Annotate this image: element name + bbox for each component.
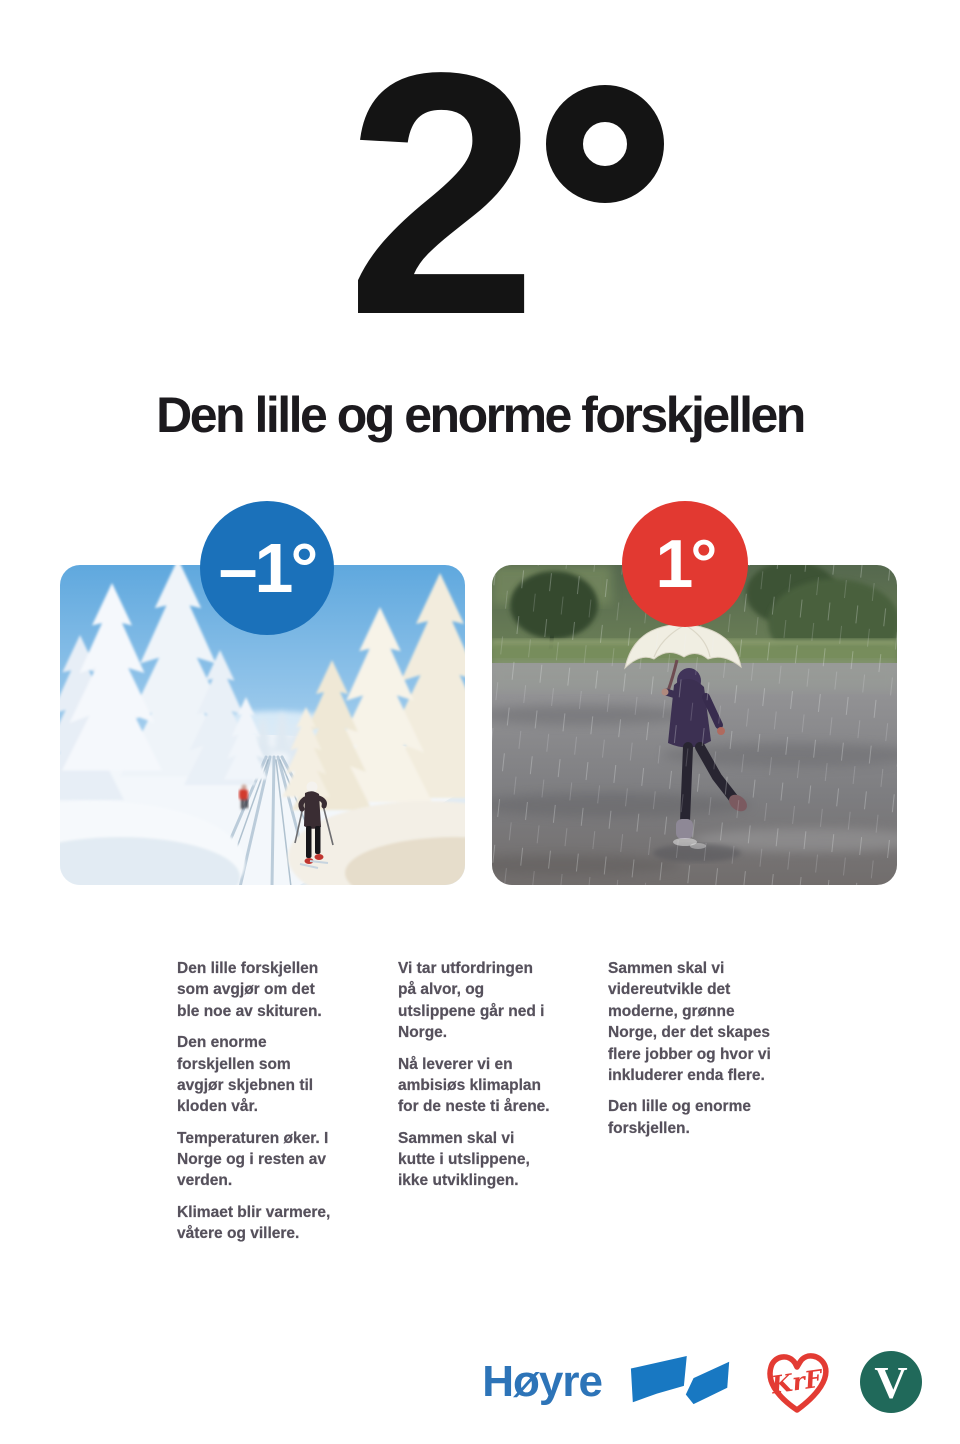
degree-symbol-icon [546,85,664,203]
paragraph: Den lille og enorme forskjellen. [608,1098,751,1137]
photo-cards-row [60,526,897,885]
temperature-badge-warm: 1° [622,501,748,627]
paragraph: Nå leverer vi en ambisiøs klimaplan for de neste ti årene. [398,1055,550,1116]
krf-heart-icon [760,1344,834,1420]
text-column-2 [398,958,554,1202]
paragraph: Sammen skal vi kutte i utslippene, ikke utviklingen. [398,1129,530,1190]
paragraph: Klimaet blir varmere, våtere og villere. [177,1203,331,1243]
venstre-circle-icon [860,1351,922,1413]
paragraph: Den lille forskjellen som avgjør om det ble noe av skituren. [177,960,322,1020]
big-temperature-digit: 2 [346,2,532,387]
footer-logos [482,1340,922,1424]
headline: Den lille og enorme forskjellen [156,387,804,443]
hoyre-flag-icon [628,1353,734,1411]
big-temperature [25,2,960,387]
temperature-badge-cold: –1° [200,501,334,635]
paragraph: Sammen skal vi videreutvikle det moderne, grønne Norge, der det skapes flere jobber og hvor vi inkluderer enda flere. [608,960,771,1084]
paragraph: Den enorme forskjellen som avgjør skjebnen til kloden vår. [177,1034,314,1116]
venstre-label: V [874,1357,908,1408]
krf-label: KrF [769,1363,824,1400]
text-column-1 [177,958,331,1255]
text-column-3 [608,958,780,1149]
photo-card-winter [60,529,465,885]
paragraph: Temperaturen øker. I Norge og i resten av verden. [177,1129,329,1190]
paragraph: Vi tar utfordringen på alvor, og utslippene går ned i Norge. [398,960,545,1042]
hoyre-wordmark: Høyre [482,1357,602,1406]
photo-card-rain [492,526,897,885]
